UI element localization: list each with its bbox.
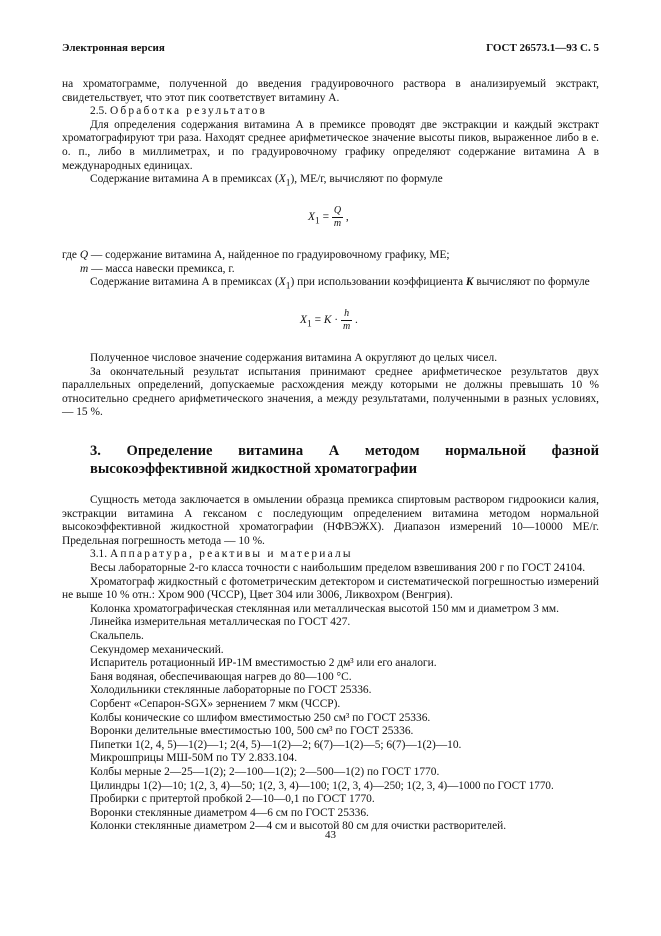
formula-2-fraction: $\frac{h}{m}$: [342, 308, 351, 333]
formula-1-fraction: $\frac{Q}{m}$: [333, 205, 342, 230]
list-item: Микрошприцы МШ-50М по ТУ 2.833.104.: [90, 752, 298, 765]
list-item: Колонки стеклянные диаметром 2—4 см и высотой 80 см для очистки растворителей.: [90, 820, 507, 833]
list-item: Сорбент «Сепарон-SGX» зернением 7 мкм (ЧССР).: [90, 697, 341, 710]
list-item: Холодильники стеклянные лабораторные по ГОСТ 25336.: [90, 684, 372, 697]
list-item: Весы лабораторные 2-го класса точности с наибольшим пределом взвешивания 200 г по ГОСТ 24104.: [90, 562, 586, 575]
list-item: Воронки делительные вместимостью 100, 500 см³ по ГОСТ 25336.: [90, 725, 414, 738]
subsection-2-5-heading: [62, 105, 599, 119]
list-item: Баня водяная, обеспечивающая нагрев до 80—100 °С.: [90, 670, 352, 683]
list-item: Испаритель ротационный ИР-1М вместимостью 2 дм³ или его аналоги.: [90, 657, 437, 670]
paragraph-where-m: m — масса навески премикса, г.: [80, 262, 235, 275]
page-number: 43: [325, 829, 336, 841]
paragraph-determination: Для определения содержания витамина А в премиксе проводят две экстракции и каждый экстракт хроматографируют три раза. Находят среднее арифметическое значение высоты пиков, выраженное либо в е. о. п., либо в миллиметрах, и по градуировочному графику определяют содержание витамина А в международных единицах.: [62, 118, 599, 172]
list-item: Цилиндры 1(2)—10; 1(2, 3, 4)—50; 1(2, 3, 4)—100; 1(2, 3, 4)—250; 1(2, 3, 4)—1000 по ГОСТ 1770.: [90, 779, 554, 792]
paragraph-final-result: За окончательный результат испытания принимают среднее арифметическое результатов двух параллельных определений, допускаемые расхождения между которыми не должны превышать 10 % относительно среднего арифметического значения, а между результатами, полученными в разных условиях, — 15 %.: [62, 365, 599, 419]
equipment-list: [62, 562, 599, 834]
list-item: Воронки стеклянные диаметром 4—6 см по ГОСТ 25336.: [90, 806, 369, 819]
list-item: Колбы конические со шлифом вместимостью 250 см³ по ГОСТ 25336.: [90, 711, 431, 724]
list-item: Линейка измерительная металлическая по ГОСТ 427.: [90, 616, 351, 629]
list-item: Пробирки с притертой пробкой 2—10—0,1 по ГОСТ 1770.: [90, 793, 375, 806]
paragraph-rounding: Полученное числовое значение содержания витамина А округляют до целых чисел.: [90, 352, 498, 365]
page-body: [62, 78, 599, 834]
list-item: Колонка хроматографическая стеклянная или металлическая высотой 150 мм и диаметром 3 мм.: [90, 602, 559, 615]
header-edition-label: Электронная версия: [62, 42, 165, 54]
formula-1: $X_1$ = $\frac{Q}{m}$ ,: [308, 205, 349, 230]
paragraph-formula-intro: Содержание витамина А в премиксах $(X_1)$, МЕ/г, вычисляют по формуле: [90, 173, 443, 189]
list-item: Секундомер механический.: [90, 643, 224, 656]
paragraph-where-q: где Q — содержание витамина А, найденное по градуировочному графику, МЕ;: [62, 249, 450, 262]
subsection-3-1-heading: 3.1. Аппаратура, реактивы и материалы: [90, 548, 353, 561]
subsection-title: Обработка результатов: [109, 105, 268, 118]
section-3-intro: Сущность метода заключается в омылении образца премикса спиртовым раствором гидроокиси калия, экстракции витамина А гексаном с последующим определением витамина методом нормальной высокоэффективной жидкостной хроматографии (НФВЭЖХ). Диапазон измерений 10—10000 МЕ/г. Предельная погрешность метода — 10 %.: [62, 494, 599, 547]
list-item: Хроматограф жидкостный с фотометрическим детектором и систематической погрешностью измерений не выше 10 % отн.: Хром 900 (ЧССР), Цвет 304 или 3006, Ликвохром (Венгрия).: [62, 575, 599, 602]
paragraph-formula-k-intro: Содержание витамина А в премиксах $(X_1)$ при использовании коэффициента K вычисляют по формуле: [90, 276, 590, 292]
paragraph-chromatogram: на хроматограмме, полученной до введения градуировочного раствора в анализируемый экстракт, свидетельствует, что этот пик соответствует витамину А.: [62, 78, 599, 104]
formula-2: $X_1 = K$ · $\frac{h}{m}$ .: [300, 308, 358, 333]
section-3-title: 3. Определение витамина А методом нормальной фазной высокоэффективной жидкостной хроматографии: [90, 443, 599, 478]
header-standard-number: ГОСТ 26573.1—93 С. 5: [486, 42, 599, 54]
list-item: Пипетки 1(2, 4, 5)—1(2)—1; 2(4, 5)—1(2)—2; 6(7)—1(2)—5; 6(7)—1(2)—10.: [90, 738, 462, 751]
list-item: Скальпель.: [90, 630, 144, 642]
list-item: Колбы мерные 2—25—1(2); 2—100—1(2); 2—500—1(2) по ГОСТ 1770.: [90, 765, 440, 778]
subsection-number: 2.5.: [90, 105, 108, 118]
